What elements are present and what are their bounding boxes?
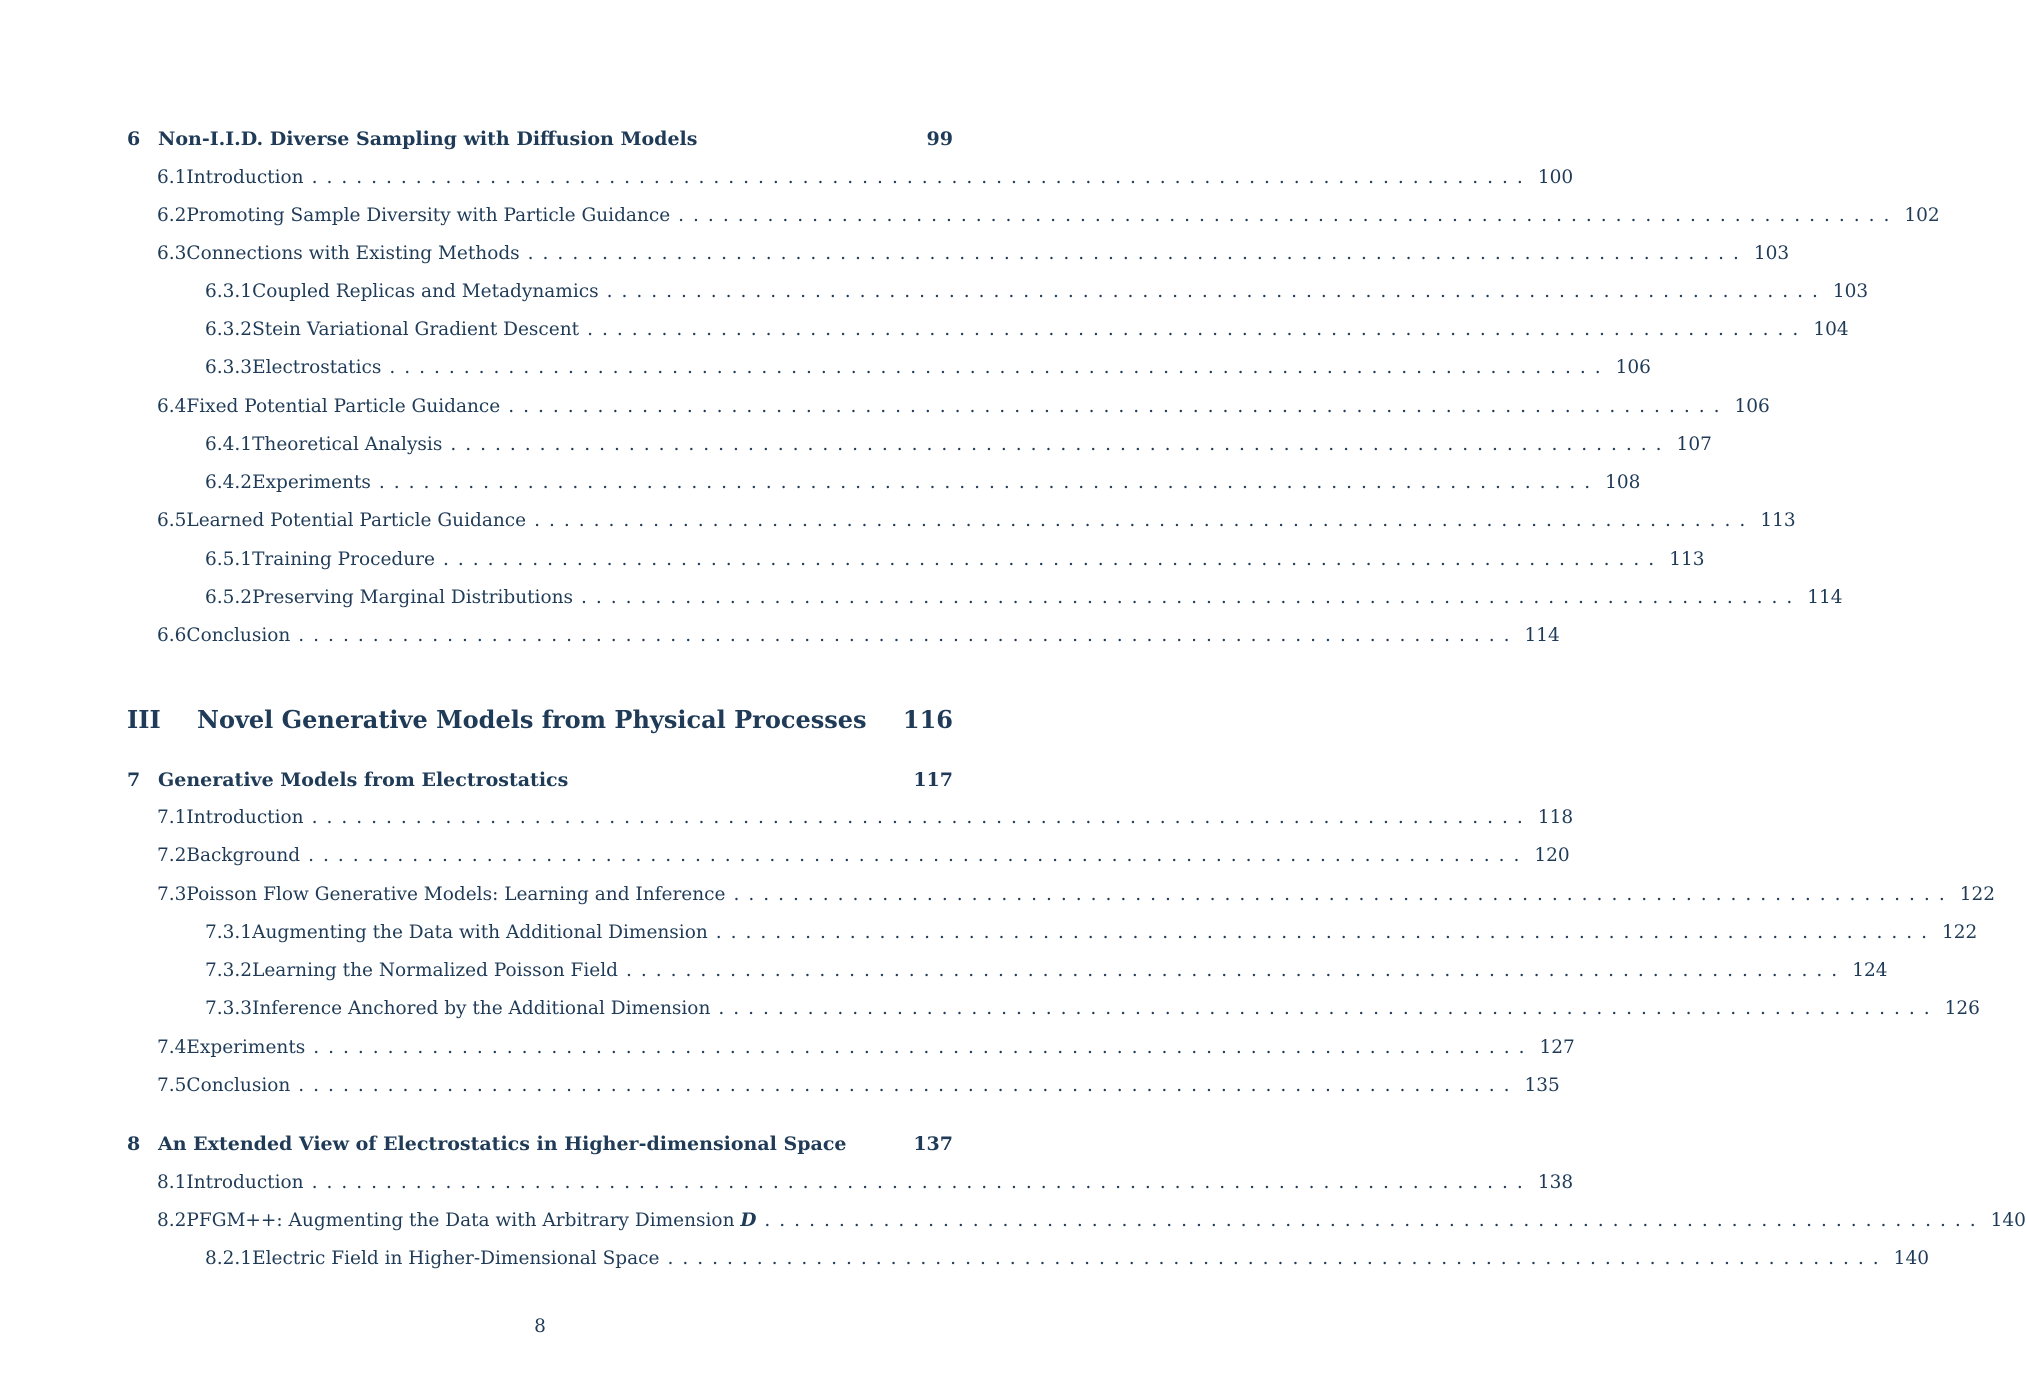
entry-title: Experiments — [252, 472, 371, 493]
leader-dots: .................................................................................. — [313, 1037, 1534, 1058]
leader-dots: .................................................................................. — [450, 434, 1671, 455]
entry-number: 7.2 — [157, 845, 187, 866]
toc-section-6-3[interactable] — [157, 243, 1790, 264]
toc-part-iii[interactable] — [127, 705, 953, 734]
entry-number: III — [127, 705, 161, 734]
toc-subsection-8-2-1[interactable] — [205, 1248, 1929, 1269]
entry-title: Coupled Replicas and Metadynamics — [252, 281, 599, 302]
entry-number: 8.1 — [157, 1172, 187, 1193]
entry-title: Theoretical Analysis — [252, 434, 443, 455]
entry-number: 6.5.1 — [205, 549, 253, 570]
toc-section-7-5[interactable] — [157, 1075, 1560, 1096]
entry-number: 6.3.2 — [205, 319, 253, 340]
toc-subsection-6-3-1[interactable] — [205, 281, 1869, 302]
entry-title: Electrostatics — [252, 357, 382, 378]
toc-section-7-4[interactable] — [157, 1037, 1575, 1058]
entry-number: 7.5 — [157, 1075, 187, 1096]
entry-page: 122 — [1959, 884, 1996, 905]
entry-title: Poisson Flow Generative Models: Learning and Inference — [186, 884, 726, 905]
entry-number: 8.2.1 — [205, 1248, 253, 1269]
toc-subsection-6-4-1[interactable] — [205, 434, 1712, 455]
leader-dots: .................................................................................. — [378, 472, 1600, 493]
entry-number: 6.6 — [157, 625, 187, 646]
leader-dots: .................................................................................. — [606, 281, 1827, 302]
toc-section-6-4[interactable] — [157, 396, 1770, 417]
leader-dots: .................................................................................. — [764, 1210, 1985, 1231]
leader-dots: .................................................................................. — [527, 243, 1748, 264]
entry-title: Augmenting the Data with Additional Dimension — [252, 922, 708, 943]
toc-section-6-1[interactable] — [157, 167, 1574, 188]
toc-subsection-7-3-1[interactable] — [205, 922, 1978, 943]
leader-dots: .................................................................................. — [534, 510, 1755, 531]
entry-page: 124 — [1852, 960, 1888, 981]
leader-dots: .................................................................................. — [311, 807, 1532, 828]
toc-section-6-5[interactable] — [157, 510, 1796, 531]
entry-number: 7 — [127, 769, 141, 791]
entry-page: 114 — [1807, 587, 1843, 608]
toc-subsection-6-4-2[interactable] — [205, 472, 1641, 493]
entry-number: 7.3.3 — [205, 998, 253, 1019]
entry-title: Inference Anchored by the Additional Dimension — [252, 998, 711, 1019]
page-number: 8 — [534, 1316, 546, 1337]
entry-title: Experiments — [186, 1037, 306, 1058]
entry-title: Non-I.I.D. Diverse Sampling with Diffusion Models — [158, 128, 698, 150]
toc-chapter-6[interactable] — [127, 128, 953, 150]
toc-chapter-7[interactable] — [127, 769, 953, 791]
entry-number: 6.5.2 — [205, 587, 253, 608]
toc-chapter-8[interactable] — [127, 1133, 953, 1155]
entry-number: 6.5 — [157, 510, 187, 531]
leader-dots: .................................................................................. — [715, 922, 1936, 943]
entry-page: 106 — [1615, 357, 1651, 378]
entry-page: 113 — [1669, 549, 1705, 570]
entry-title: Connections with Existing Methods — [186, 243, 520, 264]
entry-page: 107 — [1676, 434, 1712, 455]
entry-page: 140 — [1990, 1210, 2026, 1231]
entry-title: Promoting Sample Diversity with Particle Guidance — [186, 205, 671, 226]
entry-page: 135 — [1524, 1075, 1560, 1096]
entry-page: 113 — [1760, 510, 1796, 531]
entry-number: 7.3 — [157, 884, 187, 905]
entry-page: 104 — [1813, 319, 1849, 340]
leader-dots: .................................................................................. — [298, 1075, 1519, 1096]
entry-page: 117 — [913, 769, 953, 791]
entry-title: Introduction — [186, 807, 304, 828]
entry-number: 8 — [127, 1133, 141, 1155]
leader-dots: .................................................................................. — [625, 960, 1847, 981]
entry-title: Background — [186, 845, 301, 866]
entry-title: Stein Variational Gradient Descent — [252, 319, 580, 340]
entry-title: Preserving Marginal Distributions — [252, 587, 574, 608]
entry-page: 116 — [902, 705, 953, 734]
entry-number: 6.2 — [157, 205, 187, 226]
leader-dots: .................................................................................. — [298, 625, 1519, 646]
toc-section-7-3[interactable] — [157, 884, 1996, 905]
entry-title: Conclusion — [186, 1075, 291, 1096]
entry-page: 102 — [1904, 205, 1940, 226]
entry-title: Novel Generative Models from Physical Processes — [197, 705, 867, 734]
entry-number: 6.3.3 — [205, 357, 253, 378]
leader-dots: .................................................................................. — [311, 167, 1532, 188]
entry-title: Introduction — [186, 1172, 304, 1193]
entry-number: 6.4.2 — [205, 472, 253, 493]
toc-subsection-6-5-2[interactable] — [205, 587, 1843, 608]
entry-number: 6 — [127, 128, 141, 150]
math-symbol: D — [740, 1210, 757, 1231]
entry-page: 108 — [1605, 472, 1641, 493]
entry-title: An Extended View of Electrostatics in Higher-dimensional Space — [158, 1133, 847, 1155]
entry-page: 122 — [1942, 922, 1978, 943]
entry-page: 103 — [1832, 281, 1869, 302]
leader-dots: .................................................................................. — [508, 396, 1729, 417]
leader-dots: .................................................................................. — [667, 1248, 1888, 1269]
entry-page: 138 — [1537, 1172, 1574, 1193]
entry-number: 7.3.1 — [205, 922, 253, 943]
toc-subsection-6-5-1[interactable] — [205, 549, 1705, 570]
toc-section-6-6[interactable] — [157, 625, 1560, 646]
entry-number: 7.4 — [157, 1037, 187, 1058]
entry-number: 8.2 — [157, 1210, 187, 1231]
entry-page: 126 — [1944, 998, 1980, 1019]
leader-dots: .................................................................................. — [678, 205, 1899, 226]
leader-dots: .................................................................................. — [581, 587, 1802, 608]
entry-title: Electric Field in Higher-Dimensional Space — [252, 1248, 660, 1269]
toc-section-7-2[interactable] — [157, 845, 1570, 866]
toc-subsection-6-3-3[interactable] — [205, 357, 1651, 378]
entry-page: 137 — [913, 1133, 953, 1155]
entry-title: Training Procedure — [252, 549, 435, 570]
leader-dots: .................................................................................. — [311, 1172, 1532, 1193]
entry-number: 6.4 — [157, 396, 187, 417]
toc-subsection-6-3-2[interactable] — [205, 319, 1849, 340]
leader-dots: .................................................................................. — [733, 884, 1954, 905]
entry-page: 114 — [1524, 625, 1560, 646]
leader-dots: .................................................................................. — [308, 845, 1529, 866]
entry-title: Introduction — [186, 167, 304, 188]
toc-subsection-7-3-3[interactable] — [205, 998, 1980, 1019]
toc-section-7-1[interactable] — [157, 807, 1574, 828]
entry-number: 7.3.2 — [205, 960, 253, 981]
entry-title: Learned Potential Particle Guidance — [186, 510, 527, 531]
entry-page: 118 — [1537, 807, 1574, 828]
entry-title: Fixed Potential Particle Guidance — [186, 396, 501, 417]
entry-page: 140 — [1893, 1248, 1929, 1269]
entry-page: 106 — [1734, 396, 1770, 417]
entry-title-text: PFGM++: Augmenting the Data with Arbitrary Dimension — [186, 1210, 735, 1231]
toc-section-6-2[interactable] — [157, 205, 1940, 226]
entry-page: 120 — [1534, 845, 1570, 866]
entry-page: 103 — [1753, 243, 1790, 264]
entry-number: 7.1 — [157, 807, 187, 828]
entry-number: 6.3 — [157, 243, 187, 264]
leader-dots: .................................................................................. — [442, 549, 1664, 570]
leader-dots: .................................................................................. — [718, 998, 1939, 1019]
toc-section-8-2[interactable] — [157, 1210, 2026, 1231]
entry-page: 99 — [926, 128, 953, 150]
toc-section-8-1[interactable] — [157, 1172, 1574, 1193]
entry-number: 6.4.1 — [205, 434, 253, 455]
entry-number: 6.1 — [157, 167, 187, 188]
leader-dots: .................................................................................. — [587, 319, 1808, 340]
entry-title: Generative Models from Electrostatics — [158, 769, 569, 791]
entry-page: 100 — [1537, 167, 1574, 188]
entry-title — [186, 1210, 756, 1231]
entry-number: 6.3.1 — [205, 281, 253, 302]
entry-page: 127 — [1539, 1037, 1575, 1058]
toc-subsection-7-3-2[interactable] — [205, 960, 1888, 981]
leader-dots: .................................................................................. — [389, 357, 1610, 378]
entry-title: Conclusion — [186, 625, 291, 646]
entry-title: Learning the Normalized Poisson Field — [252, 960, 618, 981]
